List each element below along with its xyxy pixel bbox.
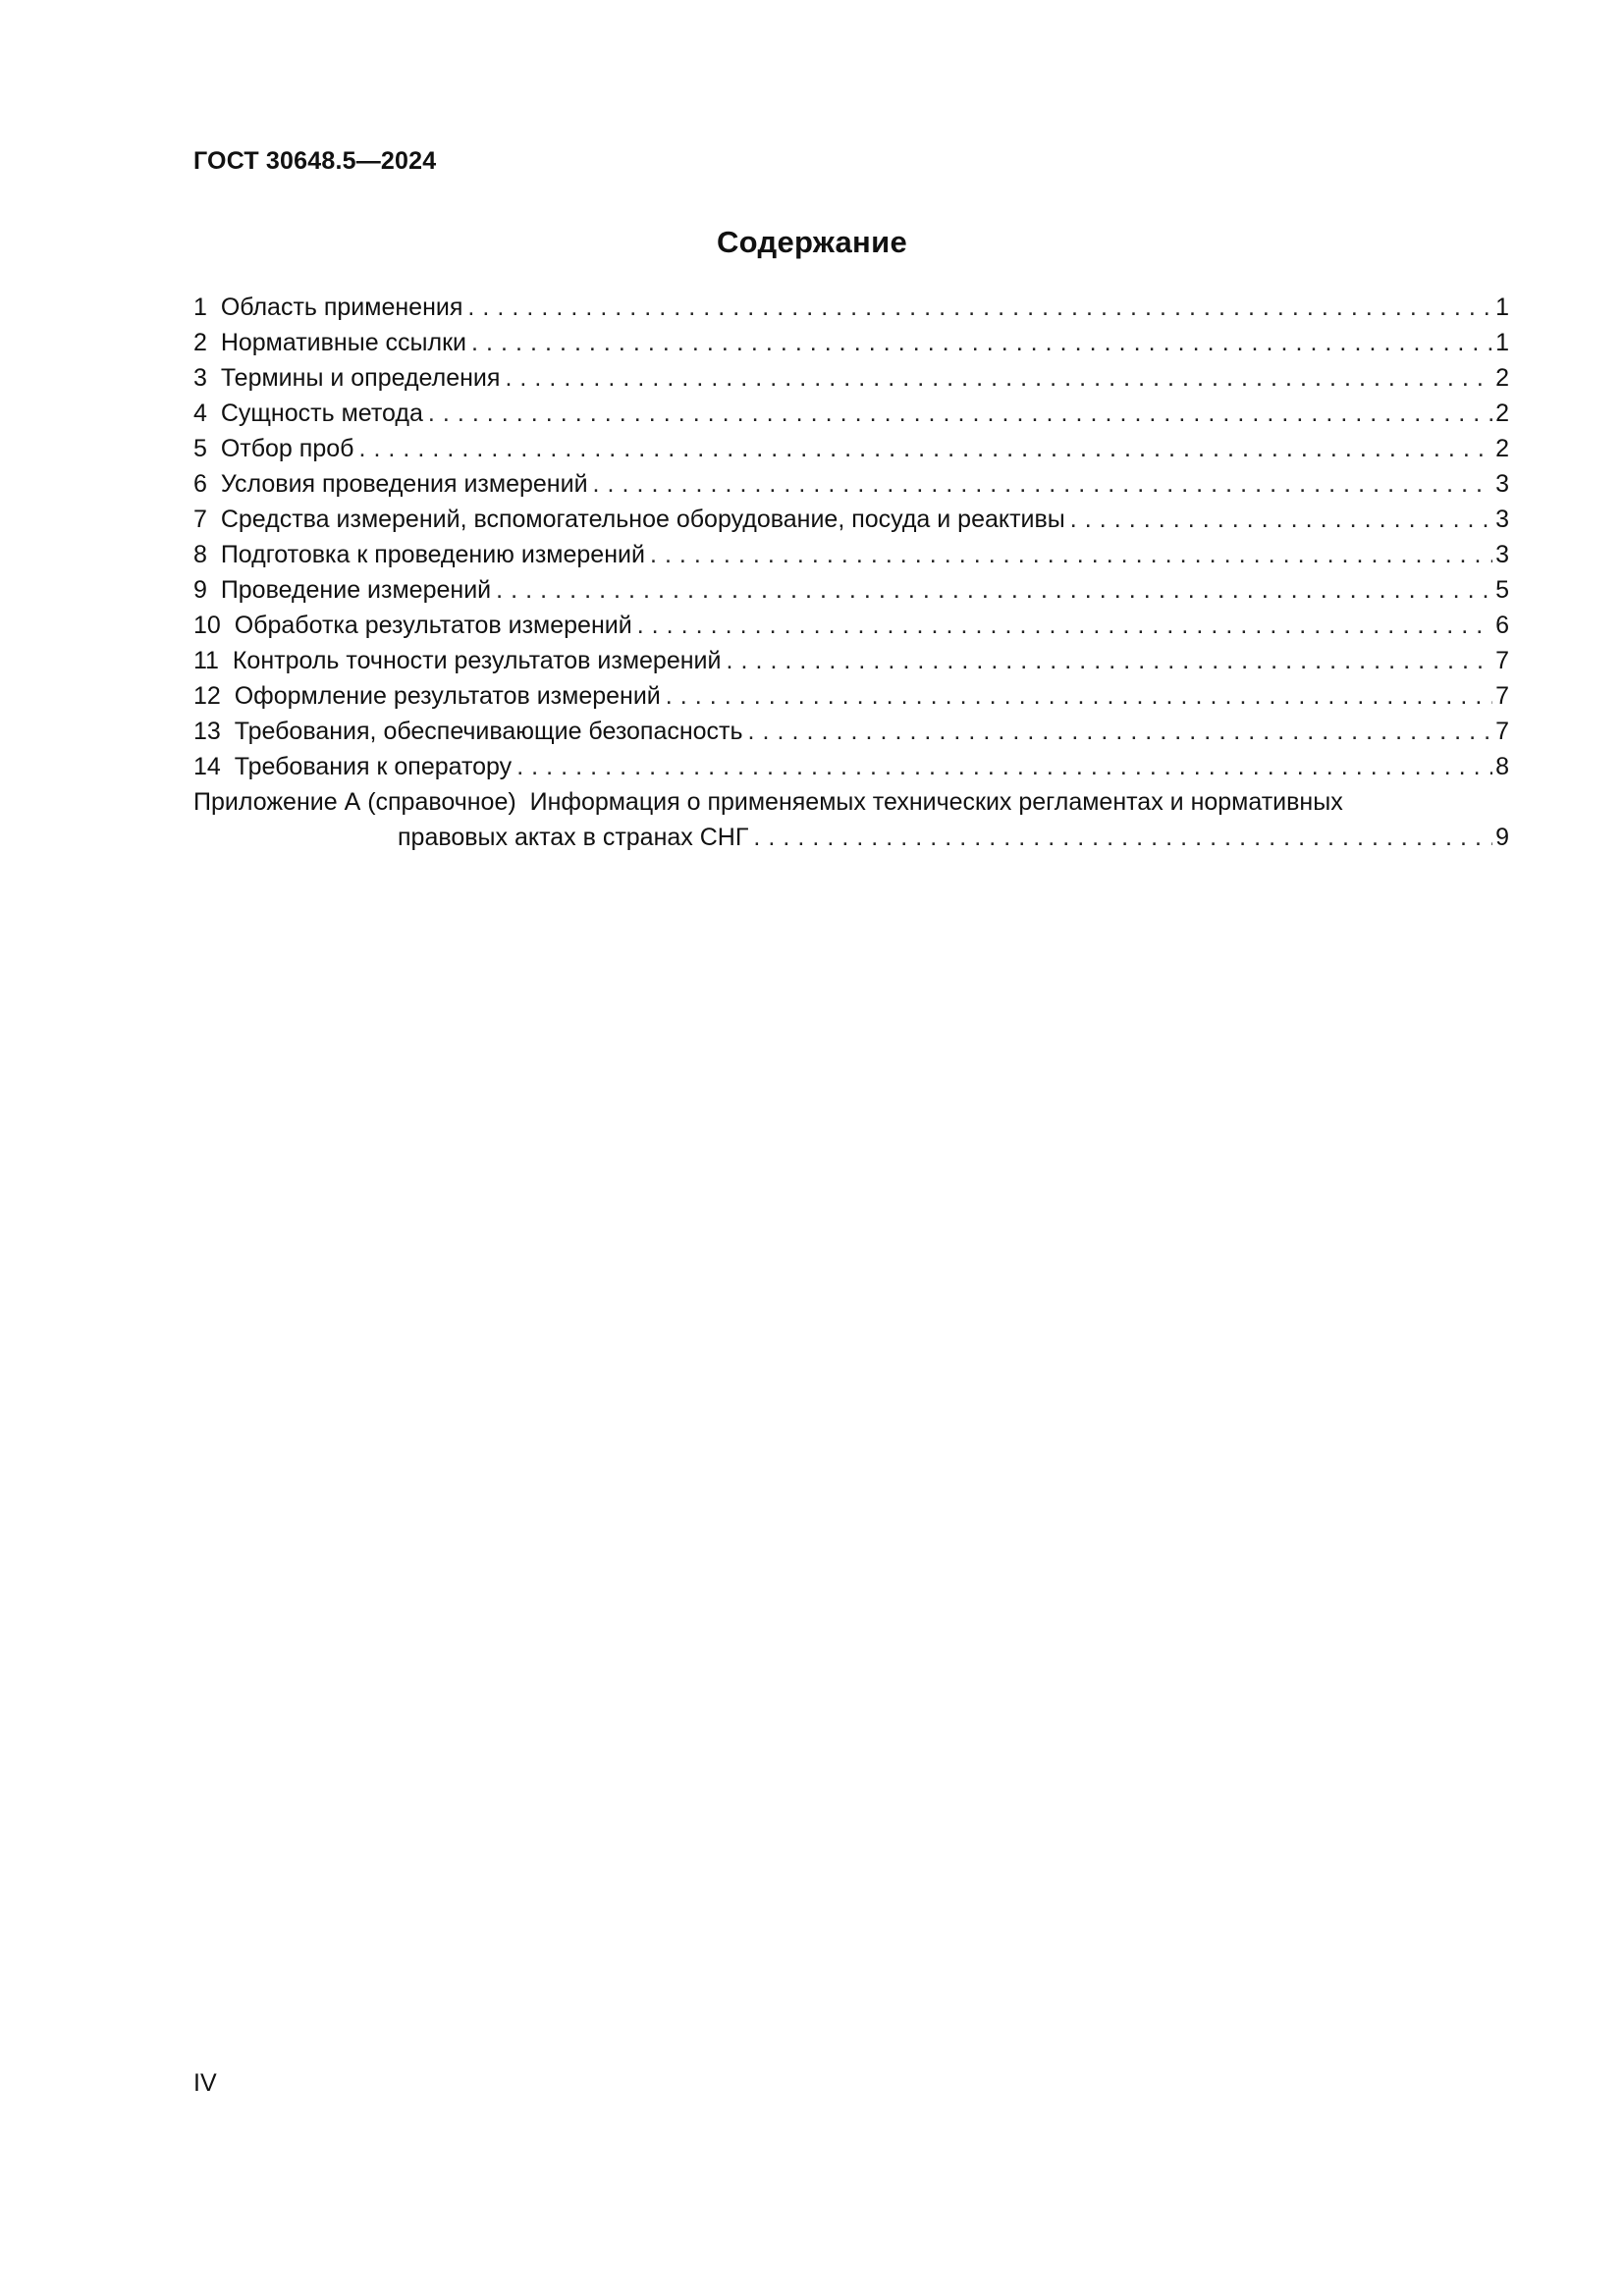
toc-leader-dots (726, 643, 1492, 678)
toc-item-page: 6 (1495, 612, 1509, 639)
document-code: ГОСТ 30648.5—2024 (193, 147, 437, 175)
toc-item[interactable] (193, 678, 1509, 714)
toc-leader-dots (1070, 502, 1492, 537)
toc-item-page: 7 (1495, 682, 1509, 710)
toc-leader-dots (650, 537, 1492, 572)
toc-item-label: Требования к оператору (234, 753, 513, 780)
toc-item[interactable] (193, 537, 1509, 572)
toc-item-label: Нормативные ссылки (220, 329, 466, 356)
toc-item-label: Сущность метода (220, 400, 423, 427)
toc-item-number: 6 (193, 470, 207, 498)
toc-item-number: 13 (193, 718, 221, 745)
toc-leader-dots (516, 749, 1492, 784)
toc-leader-dots (358, 431, 1492, 466)
toc-appendix-item[interactable] (193, 784, 1509, 855)
toc-item-page: 2 (1495, 400, 1509, 427)
toc-item-number: 10 (193, 612, 221, 639)
toc-item-label: Требования, обеспечивающие безопасность (234, 718, 743, 745)
toc-item-label: Отбор проб (220, 435, 354, 462)
toc-item[interactable] (193, 290, 1509, 325)
toc-item-number: 4 (193, 400, 207, 427)
toc-leader-dots (467, 290, 1492, 325)
page-number: IV (193, 2069, 217, 2097)
toc-leader-dots (505, 360, 1492, 396)
toc-item-number: 11 (193, 647, 219, 674)
toc-item-page: 7 (1495, 718, 1509, 745)
toc-item-number: 2 (193, 329, 207, 356)
toc-item[interactable] (193, 714, 1509, 749)
table-of-contents (193, 290, 1509, 855)
toc-item[interactable] (193, 396, 1509, 431)
toc-title: Содержание (717, 225, 907, 259)
toc-leader-dots (666, 678, 1492, 714)
toc-appendix-line (193, 820, 1509, 855)
toc-item-label: Условия проведения измерений (220, 470, 588, 498)
toc-item-number: 1 (193, 294, 207, 321)
toc-item-number: 8 (193, 541, 207, 568)
toc-item-number: 7 (193, 506, 207, 533)
toc-leader-dots (753, 820, 1492, 855)
toc-appendix-spacer (516, 788, 530, 816)
toc-item-label: Обработка результатов измерений (234, 612, 632, 639)
toc-item-page: 3 (1495, 506, 1509, 533)
toc-appendix-page: 9 (1495, 824, 1509, 851)
toc-item-page: 2 (1495, 435, 1509, 462)
toc-leader-dots (637, 608, 1492, 643)
toc-item-label: Контроль точности результатов измерений (232, 647, 722, 674)
toc-item-label: Средства измерений, вспомогательное оборудование, посуда и реактивы (220, 506, 1065, 533)
toc-item-page: 5 (1495, 576, 1509, 604)
toc-item-page: 8 (1495, 753, 1509, 780)
toc-item[interactable] (193, 360, 1509, 396)
toc-item-page: 1 (1495, 294, 1509, 321)
toc-item[interactable] (193, 325, 1509, 360)
toc-item-label: Подготовка к проведению измерений (220, 541, 645, 568)
toc-item-label: Область применения (220, 294, 463, 321)
toc-item-page: 3 (1495, 470, 1509, 498)
toc-leader-dots (496, 572, 1492, 608)
toc-appendix-title-line1: Информация о применяемых технических регламентах и нормативных (529, 788, 1343, 816)
toc-item[interactable] (193, 572, 1509, 608)
toc-item-page: 3 (1495, 541, 1509, 568)
toc-item[interactable] (193, 431, 1509, 466)
toc-item-number: 14 (193, 753, 221, 780)
toc-appendix-title-line2: правовых актах в странах СНГ (398, 824, 749, 851)
toc-appendix-prefix: Приложение А (справочное) (193, 788, 516, 816)
toc-item-label: Оформление результатов измерений (234, 682, 661, 710)
toc-item-page: 2 (1495, 364, 1509, 392)
toc-appendix-line (193, 784, 1509, 820)
toc-leader-dots (428, 396, 1492, 431)
toc-item[interactable] (193, 608, 1509, 643)
toc-item-number: 12 (193, 682, 221, 710)
toc-item-page: 1 (1495, 329, 1509, 356)
toc-item-number: 3 (193, 364, 207, 392)
toc-item[interactable] (193, 749, 1509, 784)
toc-leader-dots (748, 714, 1493, 749)
toc-item-number: 9 (193, 576, 207, 604)
toc-item-number: 5 (193, 435, 207, 462)
toc-item-label: Термины и определения (220, 364, 501, 392)
toc-item-page: 7 (1495, 647, 1509, 674)
toc-item-label: Проведение измерений (220, 576, 492, 604)
toc-item[interactable] (193, 502, 1509, 537)
toc-item[interactable] (193, 466, 1509, 502)
toc-leader-dots (593, 466, 1493, 502)
toc-leader-dots (471, 325, 1492, 360)
toc-item[interactable] (193, 643, 1509, 678)
